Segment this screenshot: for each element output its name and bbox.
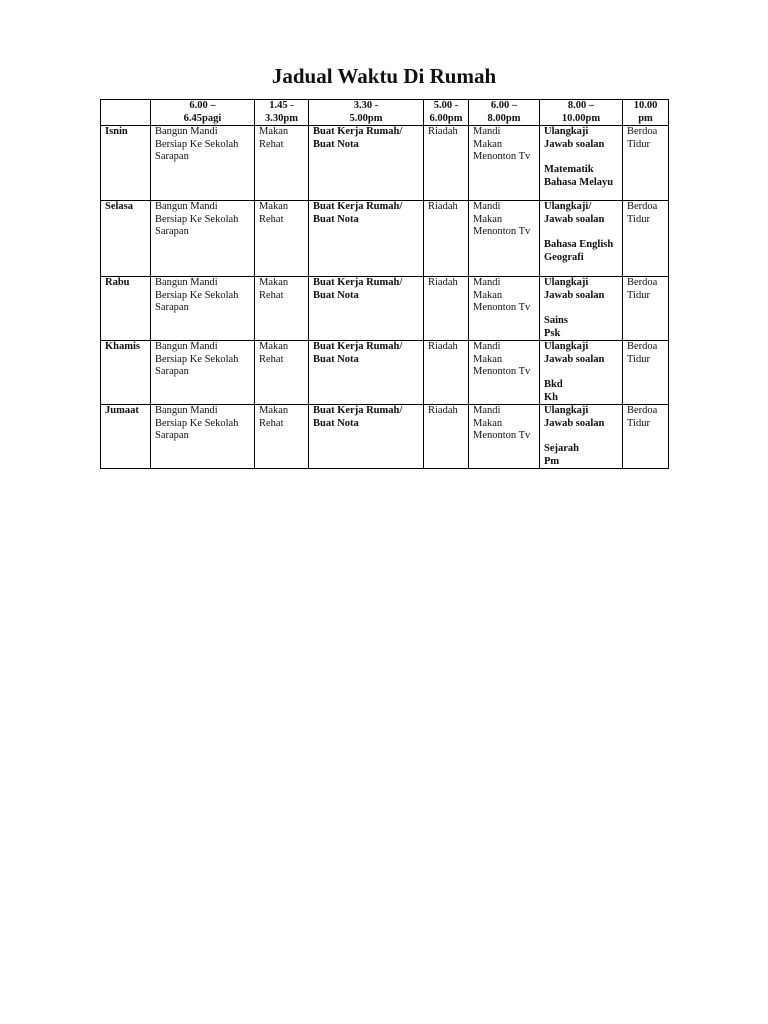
activity-line: Bangun Mandi (155, 341, 218, 353)
riadah-cell: Riadah (424, 126, 469, 201)
malam-cell (469, 201, 540, 277)
ulangkaji-cell (540, 341, 623, 405)
subject-line: Psk (544, 327, 561, 339)
tengahari-cell (255, 277, 309, 341)
tidur-cell (623, 201, 669, 277)
header-cell-petang (309, 100, 424, 126)
activity-line: Ulangkaji (544, 341, 589, 353)
header-cell-malam (469, 100, 540, 126)
activity-line: Buat Kerja Rumah/ (313, 341, 403, 353)
header-time-end: 6.45pagi (183, 112, 222, 124)
activity-line: Jawab soalan (544, 353, 605, 365)
activity-line: Buat Kerja Rumah/ (313, 126, 403, 138)
activity-line: Mandi (473, 201, 501, 213)
activity-line: Makan (259, 201, 289, 213)
header-time-end: 10.00pm (561, 112, 601, 124)
activity-line: Bersiap Ke Sekolah (155, 417, 239, 429)
tengahari-cell (255, 341, 309, 405)
riadah-cell: Riadah (424, 405, 469, 469)
tidur-cell (623, 405, 669, 469)
activity-line: Tidur (627, 353, 650, 365)
activity-line: Bangun Mandi (155, 201, 218, 213)
ulangkaji-cell (540, 126, 623, 201)
header-cell-pagi (151, 100, 255, 126)
activity-line: Ulangkaji/ (544, 201, 592, 213)
activity-line: Berdoa (627, 126, 658, 138)
activity-line: Buat Kerja Rumah/ (313, 277, 403, 289)
pagi-cell (151, 277, 255, 341)
pagi-cell (151, 201, 255, 277)
malam-cell (469, 341, 540, 405)
pagi-cell (151, 126, 255, 201)
petang-cell (309, 277, 424, 341)
header-row (101, 100, 669, 126)
activity-line: Rehat (259, 353, 284, 365)
header-time-start: 10.00 (633, 100, 658, 111)
activity-line: Berdoa (627, 341, 658, 353)
activity-line: Rehat (259, 289, 284, 301)
activity-line: Tidur (627, 417, 650, 429)
activity-line: Buat Kerja Rumah/ (313, 405, 403, 417)
activity-line: Bangun Mandi (155, 126, 218, 138)
tengahari-cell (255, 126, 309, 201)
subject-line: Matematik (544, 163, 594, 175)
activity-line: Makan (473, 138, 503, 150)
activity-line: Tidur (627, 138, 650, 150)
header-time-start: 6.00 – (189, 100, 216, 111)
activity-line: Berdoa (627, 405, 658, 417)
activity-line: Buat Nota (313, 289, 359, 301)
header-cell-riadah (424, 100, 469, 126)
day-cell: Isnin (101, 126, 151, 201)
activity-line: Sarapan (155, 430, 189, 442)
petang-cell (309, 341, 424, 405)
header-time-start: 8.00 – (567, 100, 595, 111)
activity-line: Menonton Tv (473, 430, 531, 442)
petang-cell (309, 201, 424, 277)
ulangkaji-cell (540, 277, 623, 341)
header-cell-day (101, 100, 151, 126)
header-time-end: 6.00pm (429, 112, 463, 124)
day-cell: Khamis (101, 341, 151, 405)
day-cell: Rabu (101, 277, 151, 341)
subject-line: Sejarah (544, 442, 579, 454)
activity-line: Sarapan (155, 226, 189, 238)
activity-line: Jawab soalan (544, 417, 605, 429)
pagi-cell (151, 405, 255, 469)
activity-line: Buat Nota (313, 213, 359, 225)
header-time-start: 6.00 – (490, 100, 518, 111)
activity-line: Makan (473, 289, 503, 301)
header-time-end: 3.30pm (265, 112, 298, 124)
activity-line: Makan (259, 405, 289, 417)
activity-line: Menonton Tv (473, 366, 531, 378)
activity-line: Bersiap Ke Sekolah (155, 213, 239, 225)
tidur-cell (623, 277, 669, 341)
petang-cell (309, 405, 424, 469)
activity-line: Makan (259, 277, 289, 289)
malam-cell (469, 277, 540, 341)
subject-line: Sains (544, 314, 568, 326)
header-time-start: 1.45 - (269, 100, 294, 111)
activity-line: Rehat (259, 417, 284, 429)
subject-line: Kh (544, 391, 559, 403)
riadah-cell: Riadah (424, 201, 469, 277)
activity-line: Bangun Mandi (155, 277, 218, 289)
activity-line: Buat Nota (313, 138, 359, 150)
table-row-isnin (101, 126, 669, 201)
activity-line: Tidur (627, 289, 650, 301)
day-cell: Jumaat (101, 405, 151, 469)
pagi-cell (151, 341, 255, 405)
activity-line: Jawab soalan (544, 289, 605, 301)
header-time-start: 3.30 - (353, 100, 379, 111)
activity-line: Bersiap Ke Sekolah (155, 138, 239, 150)
activity-line: Menonton Tv (473, 151, 531, 163)
activity-line: Mandi (473, 341, 501, 353)
header-time-end: 8.00pm (487, 112, 521, 124)
activity-line: Bangun Mandi (155, 405, 218, 417)
activity-line: Mandi (473, 405, 501, 417)
header-cell-tengahari (255, 100, 309, 126)
header-time-end: pm (638, 112, 653, 124)
subject-line: Bahasa Melayu (544, 176, 614, 188)
subject-line: Geografi (544, 251, 584, 263)
activity-line: Buat Nota (313, 353, 359, 365)
activity-line: Rehat (259, 213, 284, 225)
activity-line: Makan (259, 341, 289, 353)
tengahari-cell (255, 201, 309, 277)
tidur-cell (623, 341, 669, 405)
petang-cell (309, 126, 424, 201)
header-time-start: 5.00 - (433, 100, 459, 111)
activity-line: Ulangkaji (544, 126, 589, 138)
tengahari-cell (255, 405, 309, 469)
activity-line: Jawab soalan (544, 138, 605, 150)
activity-line: Sarapan (155, 302, 189, 314)
activity-line: Mandi (473, 277, 501, 289)
activity-line: Rehat (259, 138, 284, 150)
activity-line: Berdoa (627, 277, 658, 289)
tidur-cell (623, 126, 669, 201)
subject-line: Pm (544, 455, 560, 467)
header-cell-ulangkaji (540, 100, 623, 126)
activity-line: Sarapan (155, 366, 189, 378)
activity-line: Mandi (473, 126, 501, 138)
activity-line: Bersiap Ke Sekolah (155, 289, 239, 301)
activity-line: Tidur (627, 213, 650, 225)
header-cell-tidur (623, 100, 669, 126)
activity-line: Makan (473, 417, 503, 429)
table-row-rabu (101, 277, 669, 341)
page-title: Jadual Waktu Di Rumah (271, 64, 497, 88)
activity-line: Buat Kerja Rumah/ (313, 201, 403, 213)
table-row-jumaat (101, 405, 669, 469)
activity-line: Buat Nota (313, 417, 359, 429)
activity-line: Makan (473, 353, 503, 365)
malam-cell (469, 126, 540, 201)
activity-line: Makan (259, 126, 289, 138)
header-time-end: 5.00pm (349, 112, 383, 124)
timetable (100, 99, 669, 469)
riadah-cell: Riadah (424, 341, 469, 405)
subject-line: Bahasa English (544, 238, 614, 250)
day-cell: Selasa (101, 201, 151, 277)
activity-line: Ulangkaji (544, 277, 589, 289)
activity-line: Berdoa (627, 201, 658, 213)
activity-line: Makan (473, 213, 503, 225)
ulangkaji-cell (540, 405, 623, 469)
riadah-cell: Riadah (424, 277, 469, 341)
activity-line: Menonton Tv (473, 302, 531, 314)
malam-cell (469, 405, 540, 469)
subject-line: Bkd (544, 378, 563, 390)
activity-line: Sarapan (155, 151, 189, 163)
activity-line: Menonton Tv (473, 226, 531, 238)
activity-line: Ulangkaji (544, 405, 589, 417)
table-row-khamis (101, 341, 669, 405)
activity-line: Bersiap Ke Sekolah (155, 353, 239, 365)
table-row-selasa (101, 201, 669, 277)
activity-line: Jawab soalan (544, 213, 605, 225)
ulangkaji-cell (540, 201, 623, 277)
